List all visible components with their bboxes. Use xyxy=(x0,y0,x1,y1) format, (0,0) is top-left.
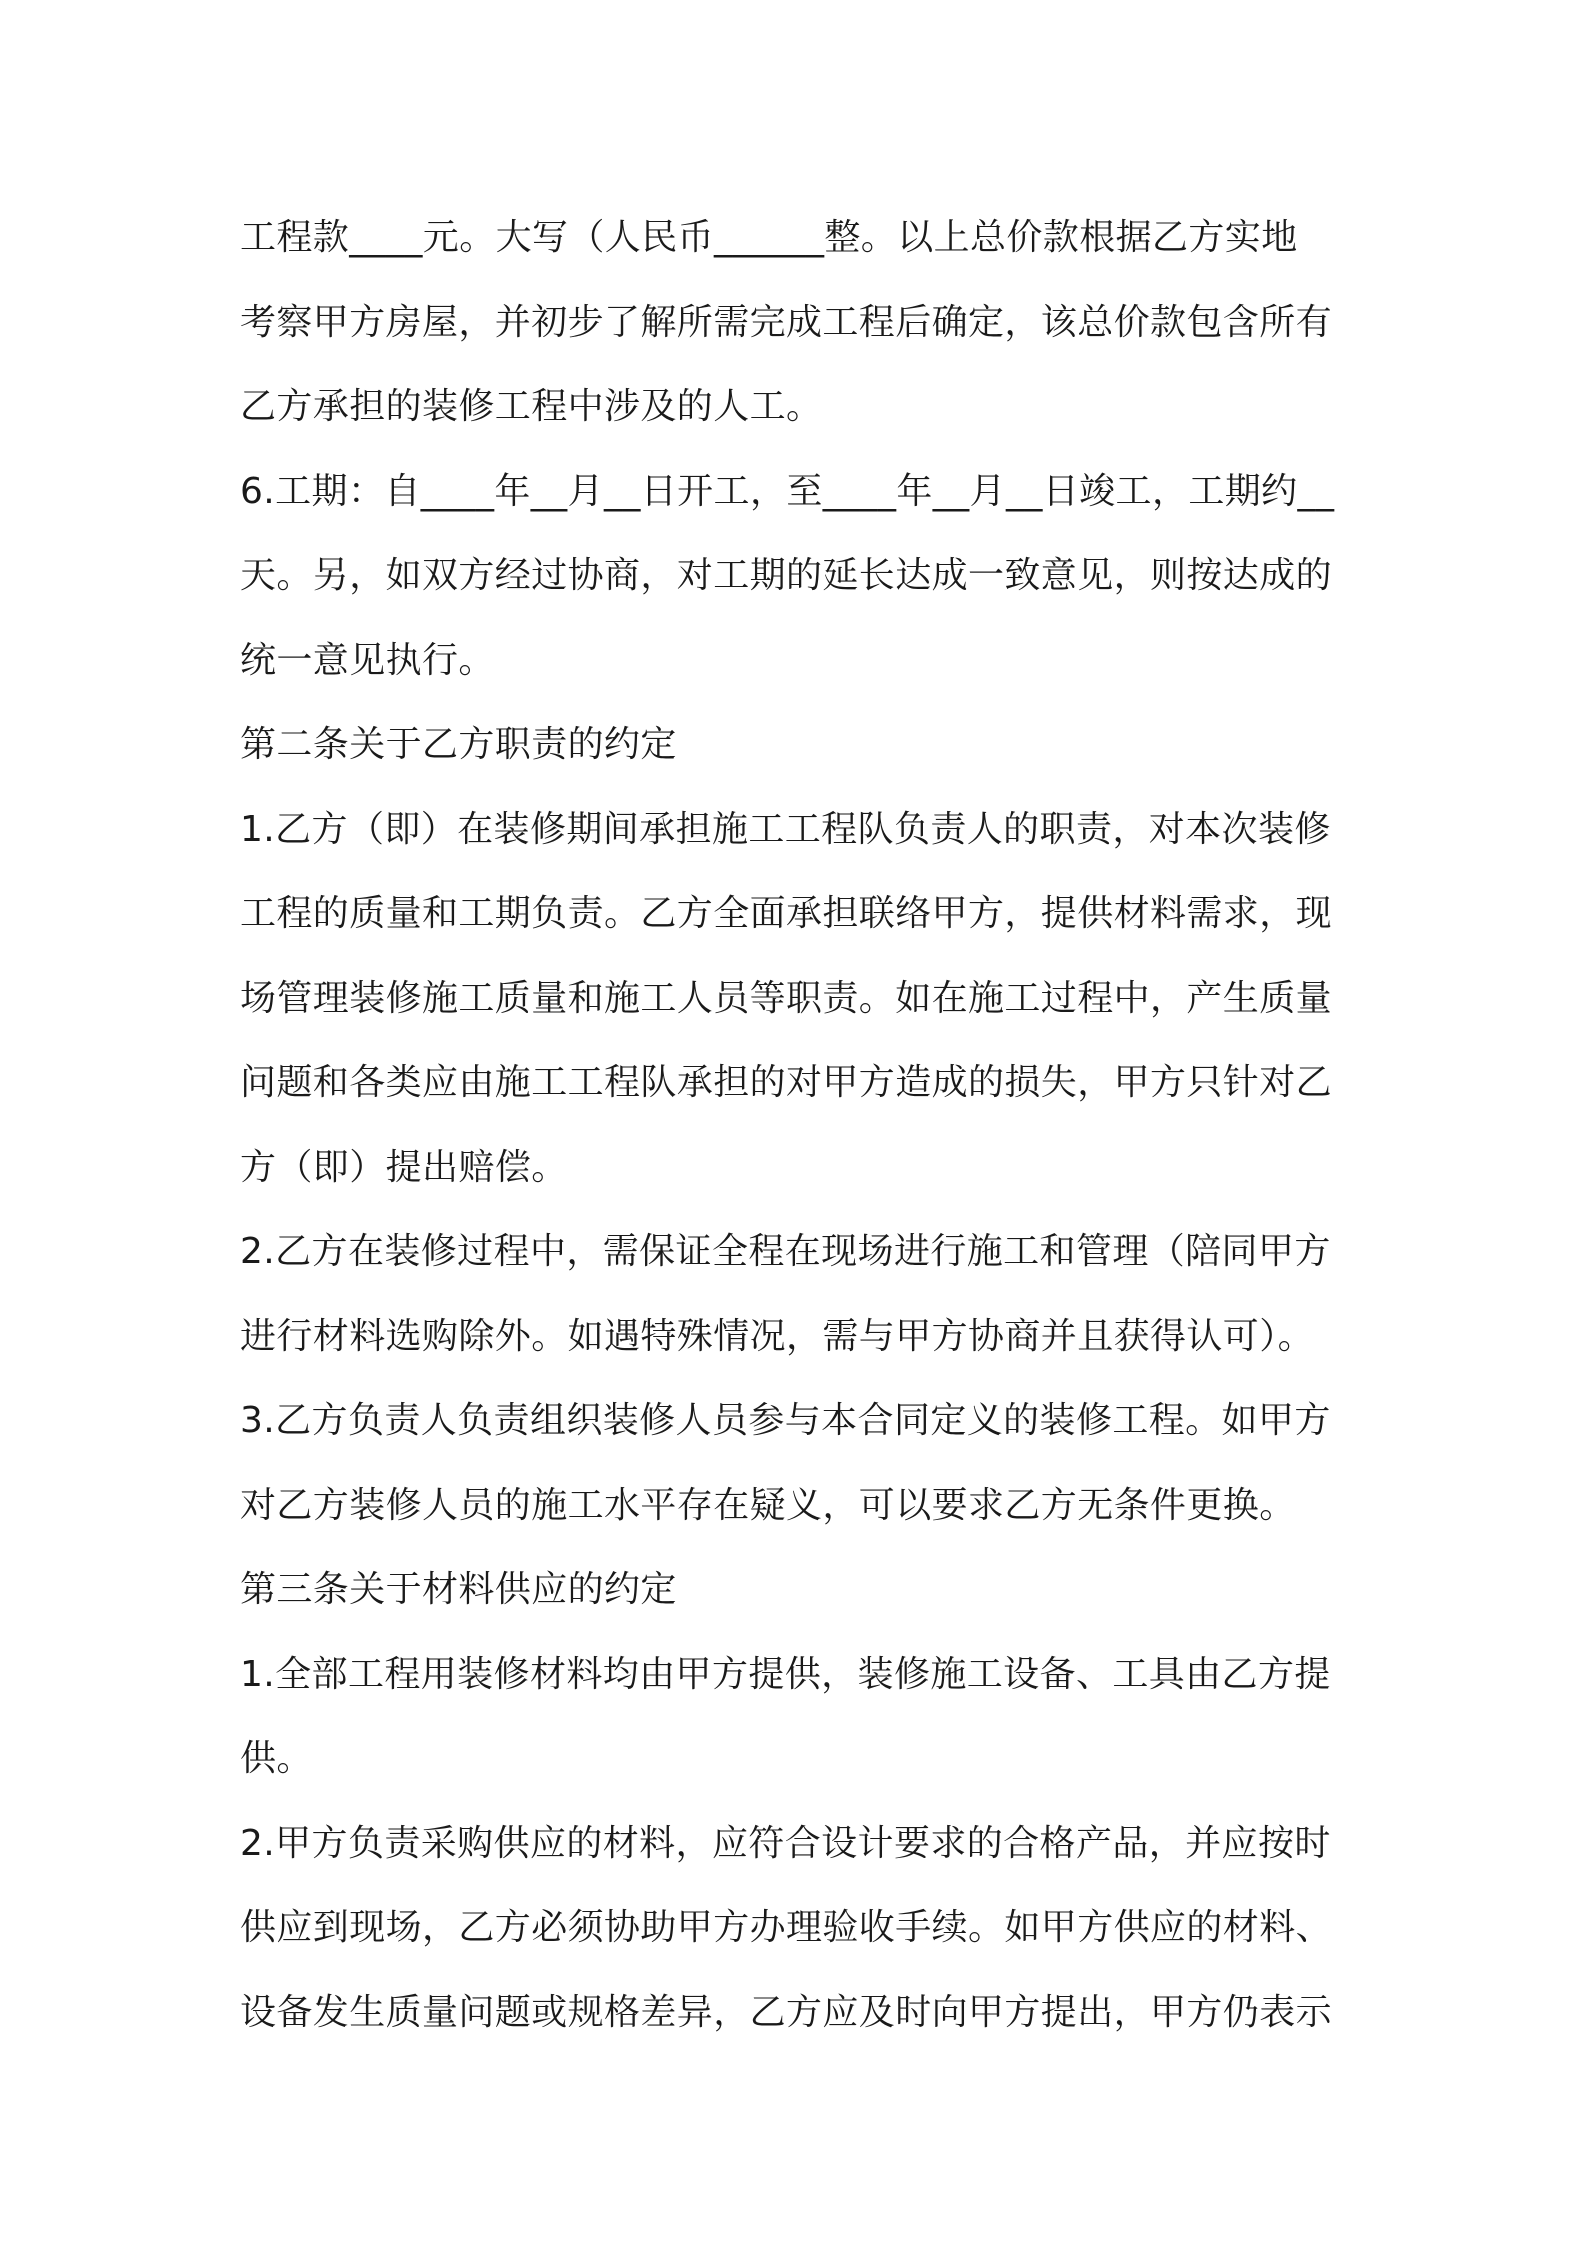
text-line: 工程的质量和工期负责。乙方全面承担联络甲方，提供材料需求，现 xyxy=(240,893,1333,934)
section-heading: 第二条关于乙方职责的约定 xyxy=(240,724,677,765)
text-line: 乙方承担的装修工程中涉及的人工。 xyxy=(240,386,823,427)
text-line: 2.甲方负责采购供应的材料，应符合设计要求的合格产品，并应按时 xyxy=(240,1822,1331,1864)
text-line: 6.工期：自____年__月__日开工，至____年__月__日竣工，工期约__ xyxy=(240,470,1335,512)
text-line: 3.乙方负责人负责组织装修人员参与本合同定义的装修工程。如甲方 xyxy=(240,1400,1331,1441)
text-line: 方（即）提出赔偿。 xyxy=(240,1146,568,1188)
text-line: 供。 xyxy=(240,1738,313,1779)
text-line: 1.乙方（即）在装修期间承担施工工程队负责人的职责，对本次装修 xyxy=(240,808,1331,850)
text-line: 考察甲方房屋，并初步了解所需完成工程后确定，该总价款包含所有 xyxy=(240,301,1333,343)
text-line: 供应到现场，乙方必须协助甲方办理验收手续。如甲方供应的材料、 xyxy=(240,1907,1333,1948)
document-body xyxy=(240,196,1360,2055)
text-line: 统一意见执行。 xyxy=(240,639,495,681)
text-line: 问题和各类应由施工工程队承担的对甲方造成的损失，甲方只针对乙 xyxy=(240,1062,1333,1103)
text-line: 场管理装修施工质量和施工人员等职责。如在施工过程中，产生质量 xyxy=(240,977,1333,1019)
text-line: 进行材料选购除外。如遇特殊情况，需与甲方协商并且获得认可）。 xyxy=(240,1315,1315,1357)
text-line: 天。另，如双方经过协商，对工期的延长达成一致意见，则按达成的 xyxy=(240,555,1333,596)
section-heading: 第三条关于材料供应的约定 xyxy=(240,1569,677,1610)
text-line: 工程款____元。大写（人民币______整。以上总价款根据乙方实地 xyxy=(240,217,1298,258)
text-line: 设备发生质量问题或规格差异，乙方应及时向甲方提出，甲方仍表示 xyxy=(240,1991,1333,2033)
text-line: 1.全部工程用装修材料均由甲方提供，装修施工设备、工具由乙方提 xyxy=(240,1653,1331,1695)
text-line: 2.乙方在装修过程中，需保证全程在现场进行施工和管理（陪同甲方 xyxy=(240,1231,1331,1272)
text-line: 对乙方装修人员的施工水平存在疑义，可以要求乙方无条件更换。 xyxy=(240,1484,1296,1526)
